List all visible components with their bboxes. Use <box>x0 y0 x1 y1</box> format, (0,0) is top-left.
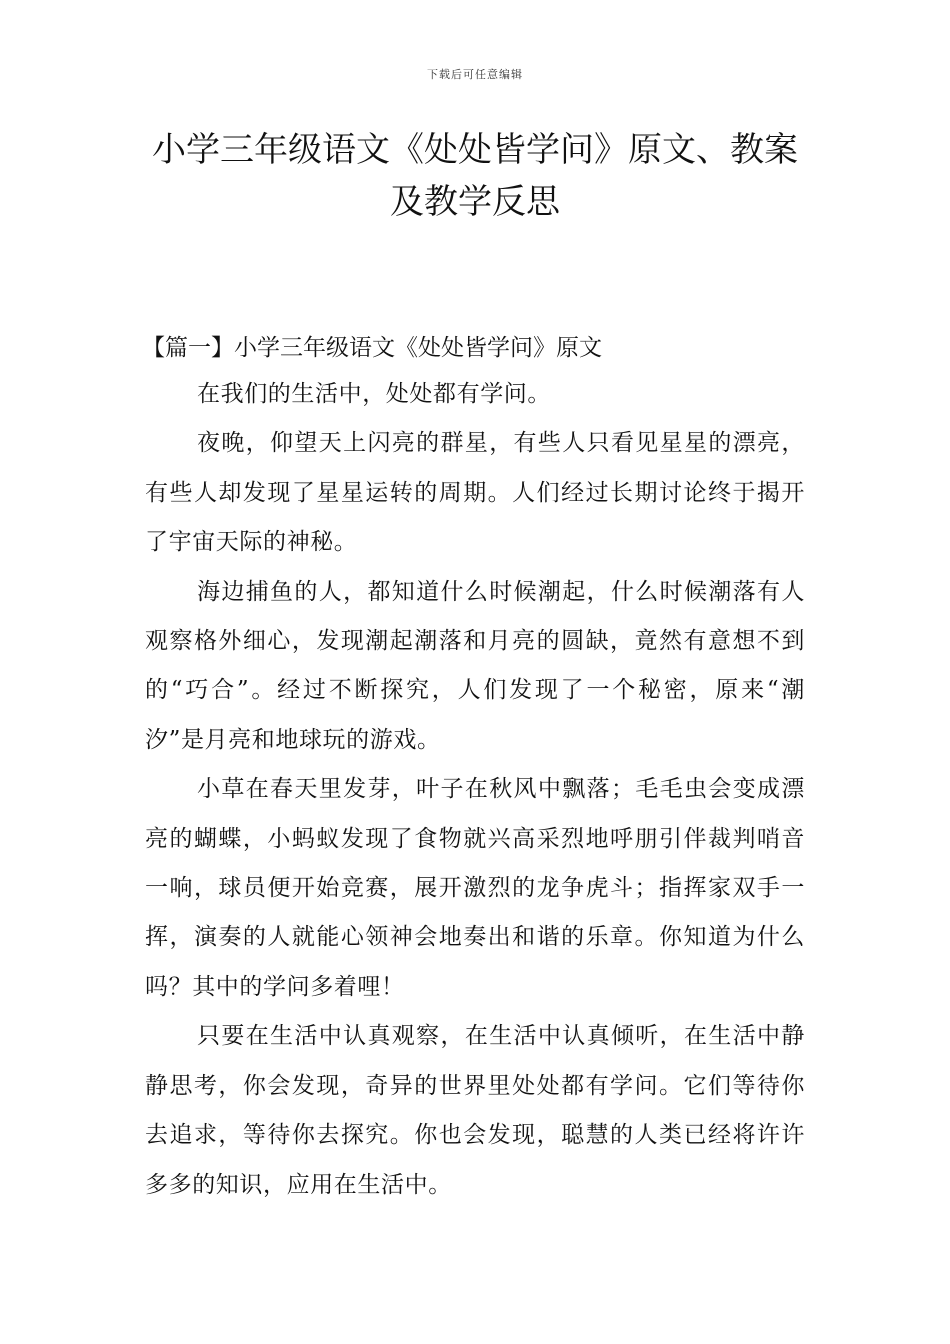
paragraph: 海边捕鱼的人，都知道什么时候潮起，什么时候潮落有人观察格外细心，发现潮起潮落和月亮的圆缺，竟然有意想不到的“巧合”。经过不断探究，人们发现了一个秘密，原来“潮汐”是月亮和地球玩的游戏。 <box>145 578 805 753</box>
document-body <box>142 328 805 1210</box>
paragraph: 在我们的生活中，处处都有学问。 <box>197 381 551 407</box>
document-title: 小学三年级语文《处处皆学问》原文、教案及教学反思 <box>152 130 798 222</box>
paragraph: 小草在春天里发芽，叶子在秋风中飘落；毛毛虫会变成漂亮的蝴蝶，小蚂蚁发现了食物就兴高采烈地呼朋引伴裁判哨音一响，球员便开始竞赛，展开激烈的龙争虎斗；指挥家双手一挥，演奏的人就能心领神会地奏出和谐的乐章。你知道为什么吗？其中的学问多着哩！ <box>145 776 805 1000</box>
header-note: 下载后可任意编辑 <box>427 68 523 81</box>
section-heading: 【篇一】小学三年级语文《处处皆学问》原文 <box>142 335 602 361</box>
paragraph: 夜晚，仰望天上闪亮的群星，有些人只看见星星的漂亮，有些人却发现了星星运转的周期。人们经过长期讨论终于揭开了宇宙天际的神秘。 <box>145 430 805 556</box>
paragraph: 只要在生活中认真观察，在生活中认真倾听，在生活中静静思考，你会发现，奇异的世界里处处都有学问。它们等待你去追求，等待你去探究。你也会发现，聪慧的人类已经将许许多多的知识，应用在生活中。 <box>145 1023 805 1198</box>
